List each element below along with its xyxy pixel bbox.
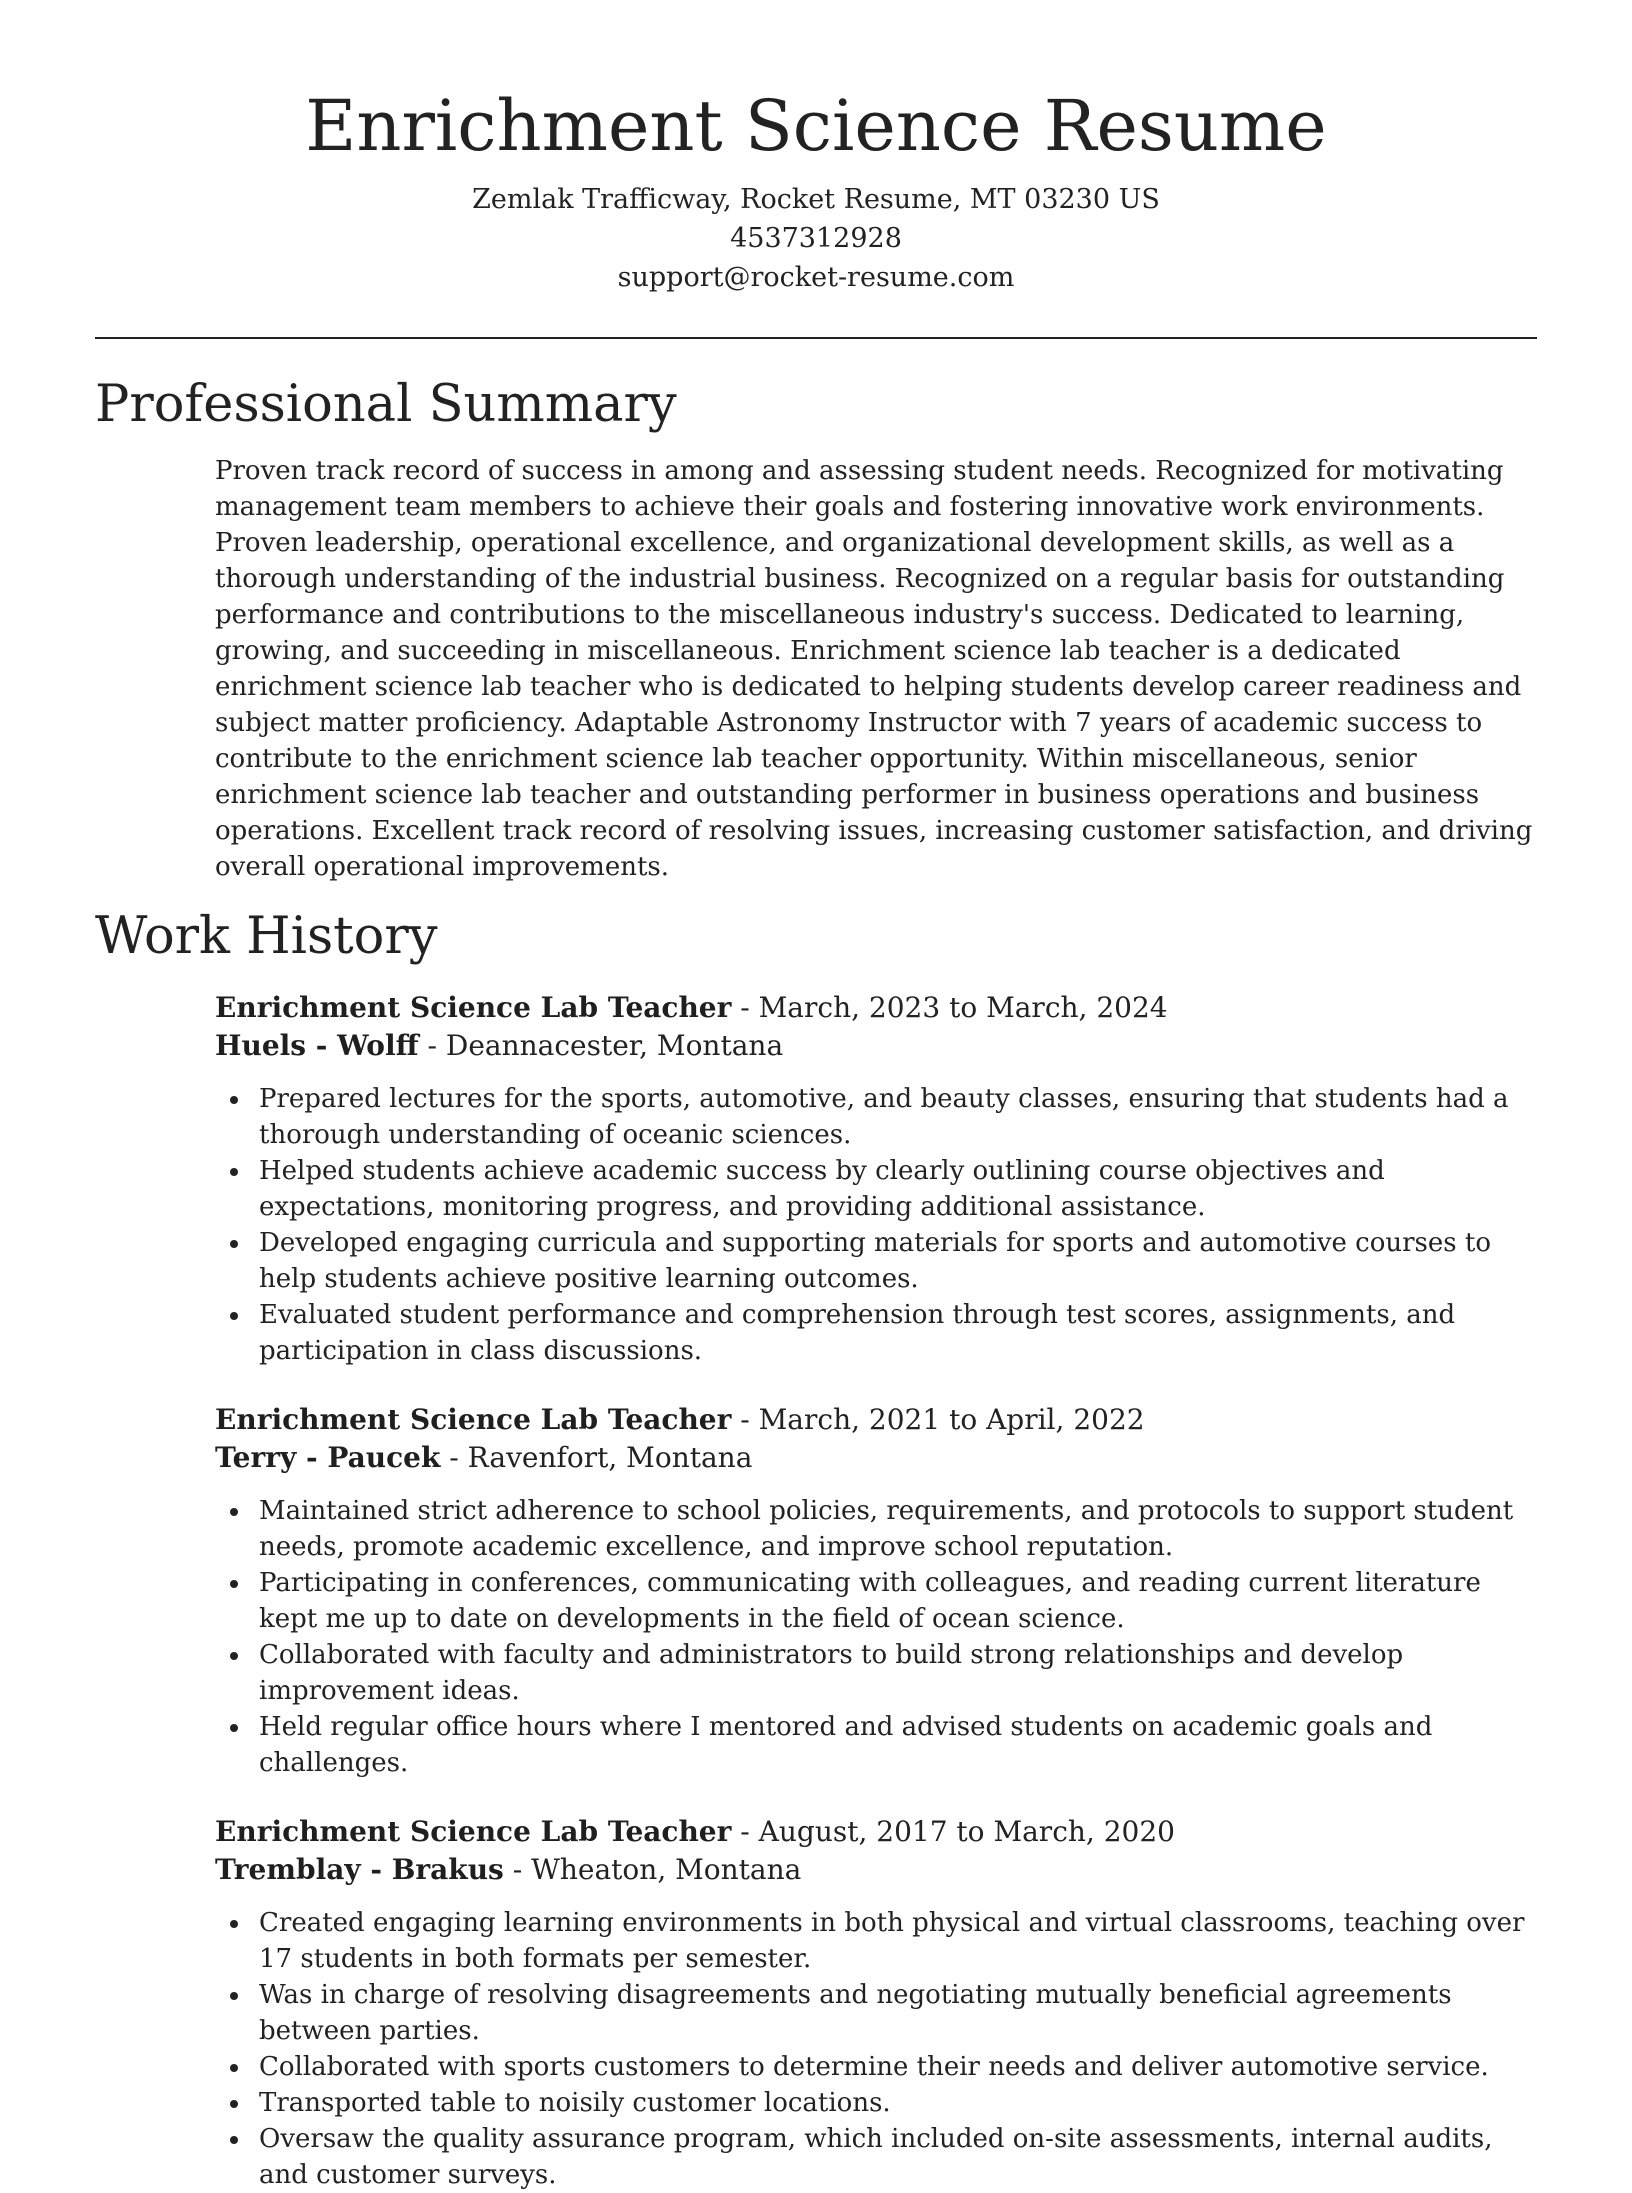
list-item: Was in charge of resolving disagreements and negotiating mutually beneficial agreements between parties. [215,1977,1537,2049]
summary-paragraph: Proven track record of success in among and assessing student needs. Recognized for motivating management team members to achieve their goals and fostering innovative work environments. Proven leadership, operational excellence, and organizational development skills, as well as a thorough understanding of the industrial business. Recognized on a regular basis for outstanding performance and contributions to the miscellaneous industry's success. Dedicated to learning, growing, and succeeding in miscellaneous. Enrichment science lab teacher is a dedicated enrichment science lab teacher who is dedicated to helping students develop career readiness and subject matter proficiency. Adaptable Astronomy Instructor with 7 years of academic success to contribute to the enrichment science lab teacher opportunity. Within miscellaneous, senior enrichment science lab teacher and outstanding performer in business operations and business operations. Excellent track record of resolving issues, increasing customer satisfaction, and driving overall operational improvements. [215,456,1533,882]
job-company: Huels - Wolff [215,1029,419,1062]
job-role: Enrichment Science Lab Teacher [215,1403,732,1436]
job-title-line [215,1401,1537,1439]
address-text: Zemlak Trafficway, Rocket Resume, MT 03230 US [472,184,1160,215]
list-item: Created engaging learning environments in both physical and virtual classrooms, teaching over 17 students in both formats per semester. [215,1905,1537,1977]
job-entry [215,989,1537,1369]
job-bullet-list [215,1905,1537,2193]
job-dates: March, 2023 to March, 2024 [758,991,1168,1024]
list-item: Participating in conferences, communicating with colleagues, and reading current literature kept me up to date on developments in the field of ocean science. [215,1565,1537,1637]
job-company-line [215,1027,1537,1065]
phone-text: 4537312928 [730,223,902,254]
job-company: Terry - Paucek [215,1441,441,1474]
job-entry [215,1813,1537,2193]
separator: - [440,1441,468,1474]
header-divider [95,337,1537,339]
job-entry [215,1401,1537,1781]
email-text: support@rocket-resume.com [617,262,1015,293]
job-dates: August, 2017 to March, 2020 [758,1815,1175,1848]
job-company-line [215,1851,1537,1889]
resume-header [95,0,1537,297]
job-role: Enrichment Science Lab Teacher [215,991,732,1024]
work-history-heading: Work History [95,907,438,966]
separator: - [731,1403,759,1436]
list-item: Collaborated with sports customers to determine their needs and deliver automotive service. [215,2049,1537,2085]
contact-info [95,180,1537,297]
list-item: Transported table to noisily customer locations. [215,2085,1537,2121]
job-location: Wheaton, Montana [531,1853,802,1886]
list-item: Prepared lectures for the sports, automotive, and beauty classes, ensuring that students had a thorough understanding of oceanic sciences. [215,1081,1537,1153]
list-item: Developed engaging curricula and supporting materials for sports and automotive courses to help students achieve positive learning outcomes. [215,1225,1537,1297]
job-title-line [215,1813,1537,1851]
list-item: Helped students achieve academic success by clearly outlining course objectives and expectations, monitoring progress, and providing additional assistance. [215,1153,1537,1225]
resume-title: Enrichment Science Resume [305,85,1327,167]
separator: - [731,991,759,1024]
list-item: Evaluated student performance and comprehension through test scores, assignments, and participation in class discussions. [215,1297,1537,1369]
summary-heading: Professional Summary [95,375,677,434]
job-role: Enrichment Science Lab Teacher [215,1815,732,1848]
job-location: Ravenfort, Montana [467,1441,753,1474]
job-company-line [215,1439,1537,1477]
list-item: Oversaw the quality assurance program, which included on-site assessments, internal audits, and customer surveys. [215,2121,1537,2193]
separator: - [418,1029,446,1062]
separator: - [503,1853,532,1886]
job-bullet-list [215,1493,1537,1781]
job-location: Deannacester, Montana [445,1029,784,1062]
job-title-line [215,989,1537,1027]
job-dates: March, 2021 to April, 2022 [758,1403,1145,1436]
list-item: Collaborated with faculty and administrators to build strong relationships and develop improvement ideas. [215,1637,1537,1709]
separator: - [731,1815,759,1848]
job-company: Tremblay - Brakus [215,1853,504,1886]
list-item: Maintained strict adherence to school policies, requirements, and protocols to support student needs, promote academic excellence, and improve school reputation. [215,1493,1537,1565]
job-bullet-list [215,1081,1537,1369]
list-item: Held regular office hours where I mentored and advised students on academic goals and challenges. [215,1709,1537,1781]
